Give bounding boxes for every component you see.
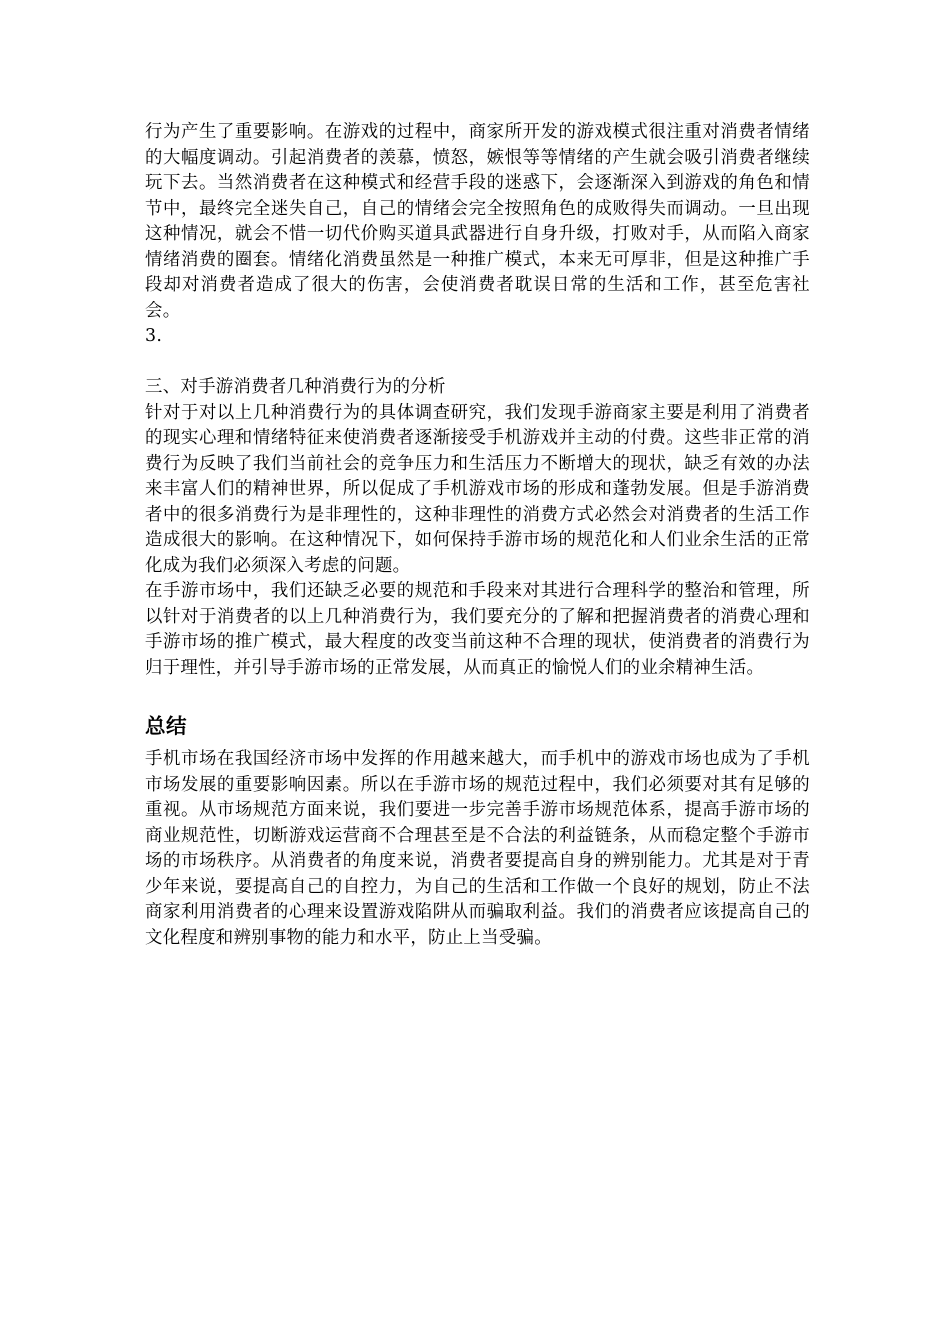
section-paragraph-2: 在手游市场中，我们还缺乏必要的规范和手段来对其进行合理科学的整治和管理，所以针对于消费者的以上几种消费行为，我们要充分的了解和把握消费者的消费心理和手游市场的推广模式，最大程度的改变当前这种不合理的现状，使消费者的消费行为归于理性，并引导手游市场的正常发展，从而真正的愉悦人们的业余精神生活。 bbox=[145, 581, 810, 678]
document-page bbox=[145, 120, 810, 951]
blank-line bbox=[145, 350, 810, 376]
summary-paragraph: 手机市场在我国经济市场中发挥的作用越来越大，而手机中的游戏市场也成为了手机市场发展的重要影响因素。所以在手游市场的规范过程中，我们必须要对其有足够的重视。从市场规范方面来说，我们要进一步完善手游市场规范体系，提高手游市场的商业规范性，切断游戏运营商不合理甚至是不合法的利益链条，从而稳定整个手游市场的市场秩序。从消费者的角度来说，消费者要提高自身的辨别能力。尤其是对于青少年来说，要提高自己的自控力，为自己的生活和工作做一个良好的规划，防止不法商家利用消费者的心理来设置游戏陷阱从而骗取利益。我们的消费者应该提高自己的文化程度和辨别事物的能力和水平，防止上当受骗。 bbox=[145, 749, 810, 948]
summary-heading: 总结 bbox=[145, 714, 187, 738]
section-paragraph-1: 针对于对以上几种消费行为的具体调查研究，我们发现手游商家主要是利用了消费者的现实心理和情绪特征来使消费者逐渐接受手机游戏并主动的付费。这些非正常的消费行为反映了我们当前社会的竞争压力和生活压力不断增大的现状，缺乏有效的办法来丰富人们的精神世界，所以促成了手机游戏市场的形成和蓬勃发展。但是手游消费者中的很多消费行为是非理性的，这种非理性的消费方式必然会对消费者的生活工作造成很大的影响。在这种情况下，如何保持手游市场的规范化和人们业余生活的正常化成为我们必须深入考虑的问题。 bbox=[145, 402, 810, 576]
paragraph-continued: 行为产生了重要影响。在游戏的过程中，商家所开发的游戏模式很注重对消费者情绪的大幅度调动。引起消费者的羡慕，愤怒，嫉恨等等情绪的产生就会吸引消费者继续玩下去。当然消费者在这种模式和经营手段的迷惑下，会逐渐深入到游戏的角色和情节中，最终完全迷失自己，自己的情绪会完全按照角色的成败得失而调动。一旦出现这种情况，就会不惜一切代价购买道具武器进行自身升级，打败对手，从而陷入商家情绪消费的圈套。情绪化消费虽然是一种推广模式，本来无可厚非，但是这种推广手段却对消费者造成了很大的伤害，会使消费者耽误日常的生活和工作，甚至危害社会。 bbox=[145, 122, 810, 321]
item-number: 3. bbox=[145, 326, 163, 346]
section-title: 三、对手游消费者几种消费行为的分析 bbox=[145, 377, 446, 397]
